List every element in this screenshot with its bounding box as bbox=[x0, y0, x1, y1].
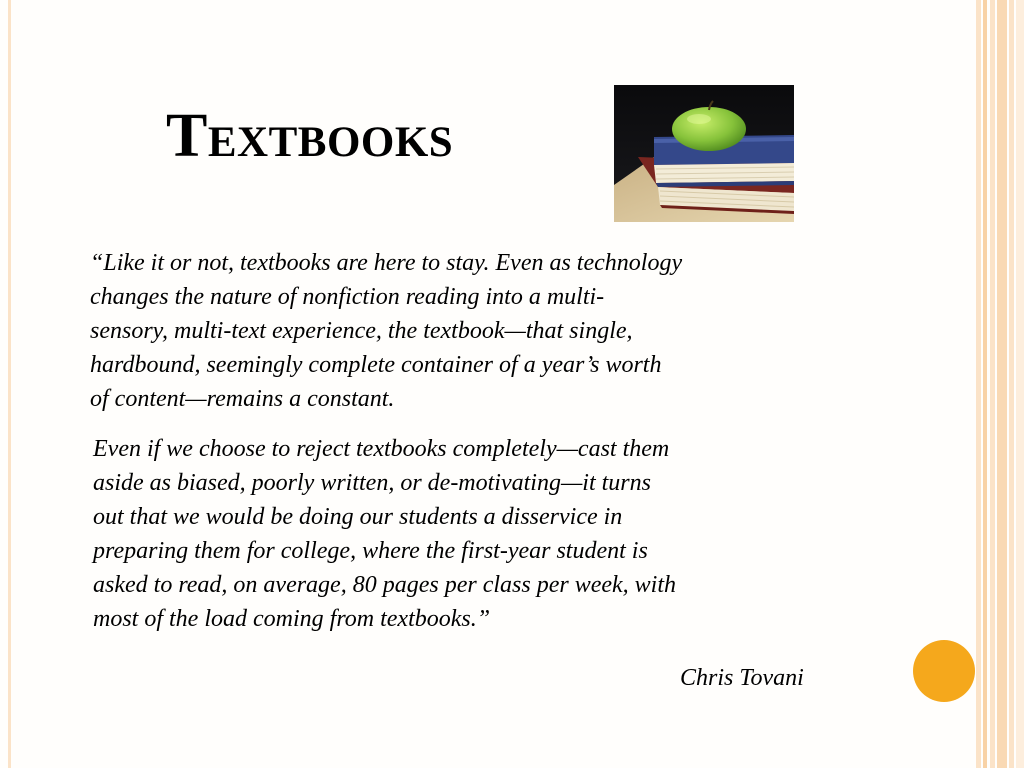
apple-on-books-image bbox=[614, 85, 794, 222]
right-stripe bbox=[1016, 0, 1024, 768]
slide-title: Textbooks bbox=[166, 102, 454, 170]
right-stripe bbox=[976, 0, 981, 768]
right-stripe bbox=[997, 0, 1007, 768]
quote-line: hardbound, seemingly complete container of a year’s worth bbox=[90, 352, 662, 378]
quote-line: Even if we choose to reject textbooks completely—cast them bbox=[93, 436, 670, 462]
quote-line: aside as biased, poorly written, or de-motivating—it turns bbox=[93, 470, 651, 496]
quote-paragraph-2 bbox=[90, 432, 890, 636]
quote-line: asked to read, on average, 80 pages per class per week, with bbox=[93, 572, 676, 598]
quote-line: preparing them for college, where the first-year student is bbox=[93, 538, 648, 564]
quote-line: out that we would be doing our students a disservice in bbox=[93, 504, 623, 530]
quote-line: sensory, multi-text experience, the textbook—that single, bbox=[90, 318, 633, 344]
right-stripe bbox=[1009, 0, 1014, 768]
quote-paragraph-1 bbox=[90, 246, 890, 416]
quote-line: of content—remains a constant. bbox=[90, 386, 395, 412]
quote-line: most of the load coming from textbooks.” bbox=[93, 606, 491, 632]
quote-line: changes the nature of nonfiction reading into a multi- bbox=[90, 284, 605, 310]
quote-author: Chris Tovani bbox=[680, 665, 804, 691]
quote bbox=[90, 246, 890, 636]
right-stripe bbox=[983, 0, 987, 768]
decorative-circle bbox=[913, 640, 975, 702]
right-stripe bbox=[990, 0, 995, 768]
quote-line: “Like it or not, textbooks are here to stay. Even as technology bbox=[90, 250, 683, 276]
left-border bbox=[8, 0, 11, 768]
